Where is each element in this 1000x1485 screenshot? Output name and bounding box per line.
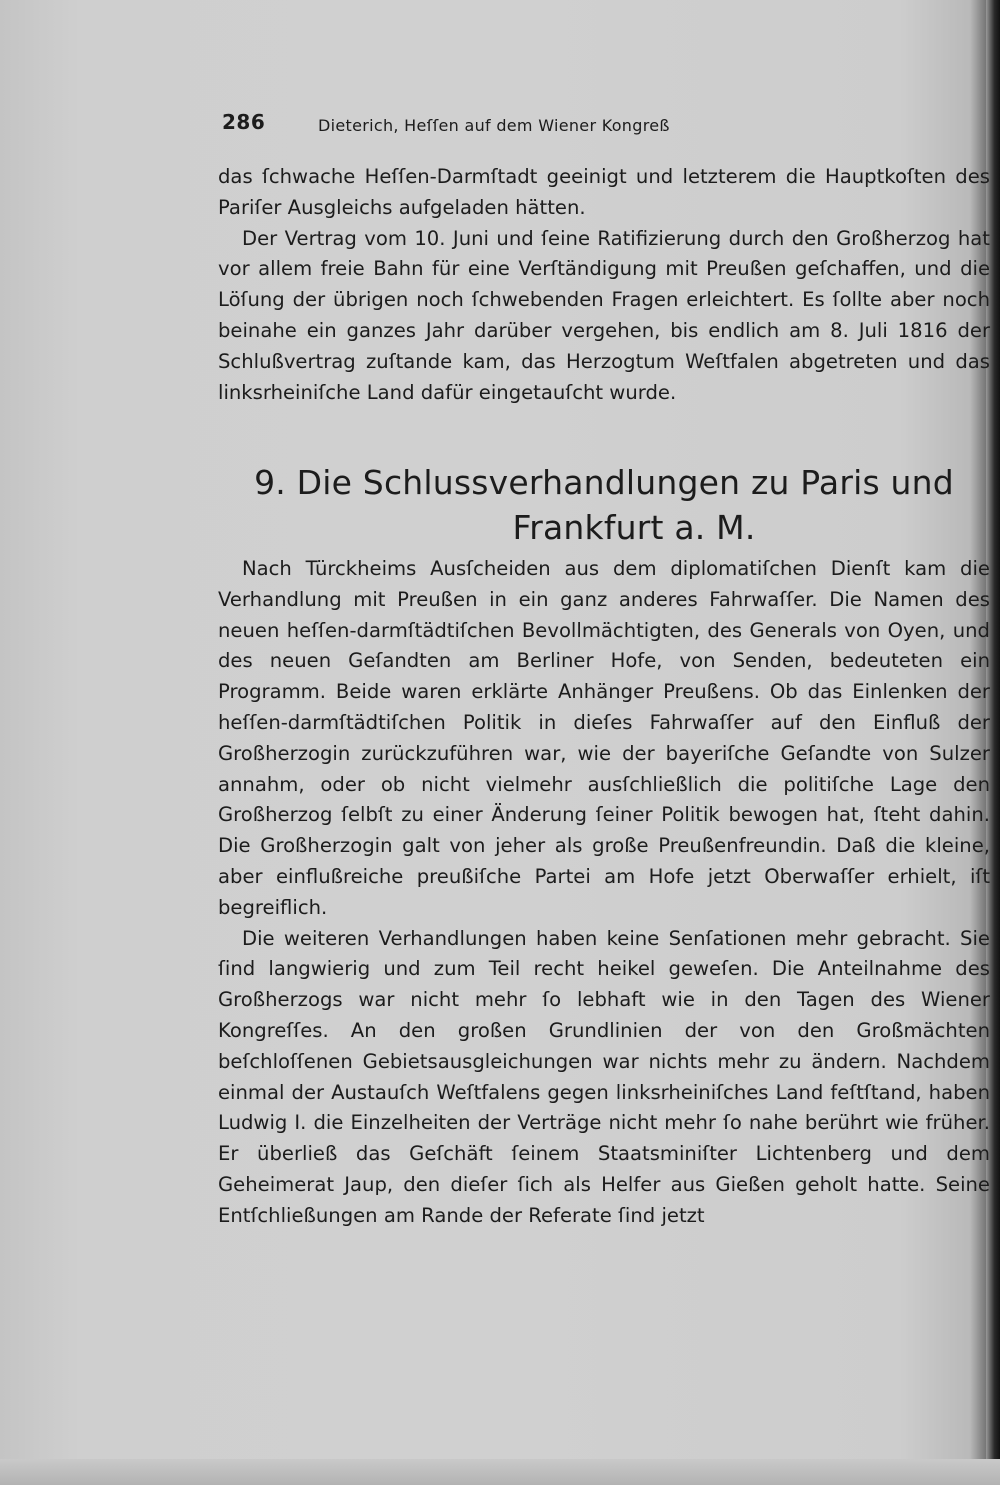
page-bottom-margin	[0, 1459, 1000, 1485]
paragraph: Die weiteren Verhandlungen haben keine Senſationen mehr gebracht. Sie ſind langwierig und zum Teil recht heikel geweſen. Die Anteilnahme des Großherzogs war nicht mehr ſo lebhaft wie in den Tagen des Wiener Kongreſſes. An den großen Grundlinien der von den Großmächten beſchloſſenen Gebietsausgleichungen war nichts mehr zu ändern. Nachdem einmal der Austauſch Weſtfalens gegen linksrheiniſches Land feſtſtand, haben Ludwig I. die Einzelheiten der Verträge nicht mehr ſo nahe berührt wie früher. Er überließ das Geſchäft ſeinem Staatsminiſter Lichtenberg und dem Geheimerat Jaup, den dieſer ſich als Helfer aus Gießen geholt hatte. Seine Entſchließungen am Rande der Referate ſind jetzt	[218, 926, 990, 1227]
running-head: Dieterich, Heſſen auf dem Wiener Kongreß	[318, 116, 670, 135]
section-heading-line-2: Frankfurt a. M.	[512, 508, 756, 547]
page-number: 286	[222, 110, 266, 134]
page-header	[222, 110, 982, 140]
paragraph: Der Vertrag vom 10. Juni und ſeine Ratifizierung durch den Großherzog hat vor allem freie Bahn für eine Verſtändigung mit Preußen geſchaffen, und die Löſung der übrigen noch ſchwebenden Fragen erleichtert. Es ſollte aber noch beinahe ein ganzes Jahr darüber vergehen, bis endlich am 8. Juli 1816 der Schlußvertrag zuſtande kam, das Herzogtum Weſtfalen abgetreten und das linksrheiniſche Land dafür eingetauſcht wurde.	[218, 226, 990, 404]
section-heading	[218, 460, 990, 550]
section-heading-line-1: 9. Die Schlussverhandlungen zu Paris und	[254, 463, 954, 502]
section-two-text	[218, 554, 990, 1232]
section-one-text	[218, 162, 990, 408]
paragraph: das ſchwache Heſſen-Darmſtadt geeinigt und letzterem die Hauptkoſten des Pariſer Ausgleichs aufgeladen hätten.	[218, 165, 990, 219]
paragraph: Nach Türckheims Ausſcheiden aus dem diplomatiſchen Dienſt kam die Verhandlung mit Preußen in ein ganz anderes Fahrwaſſer. Die Namen des neuen heſſen-darmſtädtiſchen Bevollmächtigten, des Generals von Oyen, und des neuen Geſandten am Berliner Hofe, von Senden, bedeuteten ein Programm. Beide waren erklärte Anhänger Preußens. Ob das Einlenken der heſſen-darmſtädtiſchen Politik in dieſes Fahrwaſſer auf den Einfluß der Großherzogin zurückzuführen war, wie der bayeriſche Geſandte von Sulzer annahm, oder ob nicht vielmehr ausſchließlich die politiſche Lage den Großherzog ſelbſt zu einer Änderung ſeiner Politik bewogen hat, ſteht dahin. Die Großherzogin galt von jeher als große Preußenfreundin. Daß die kleine, aber einflußreiche preußiſche Partei am Hofe jetzt Oberwaſſer erhielt, iſt begreiflich.	[218, 557, 990, 919]
